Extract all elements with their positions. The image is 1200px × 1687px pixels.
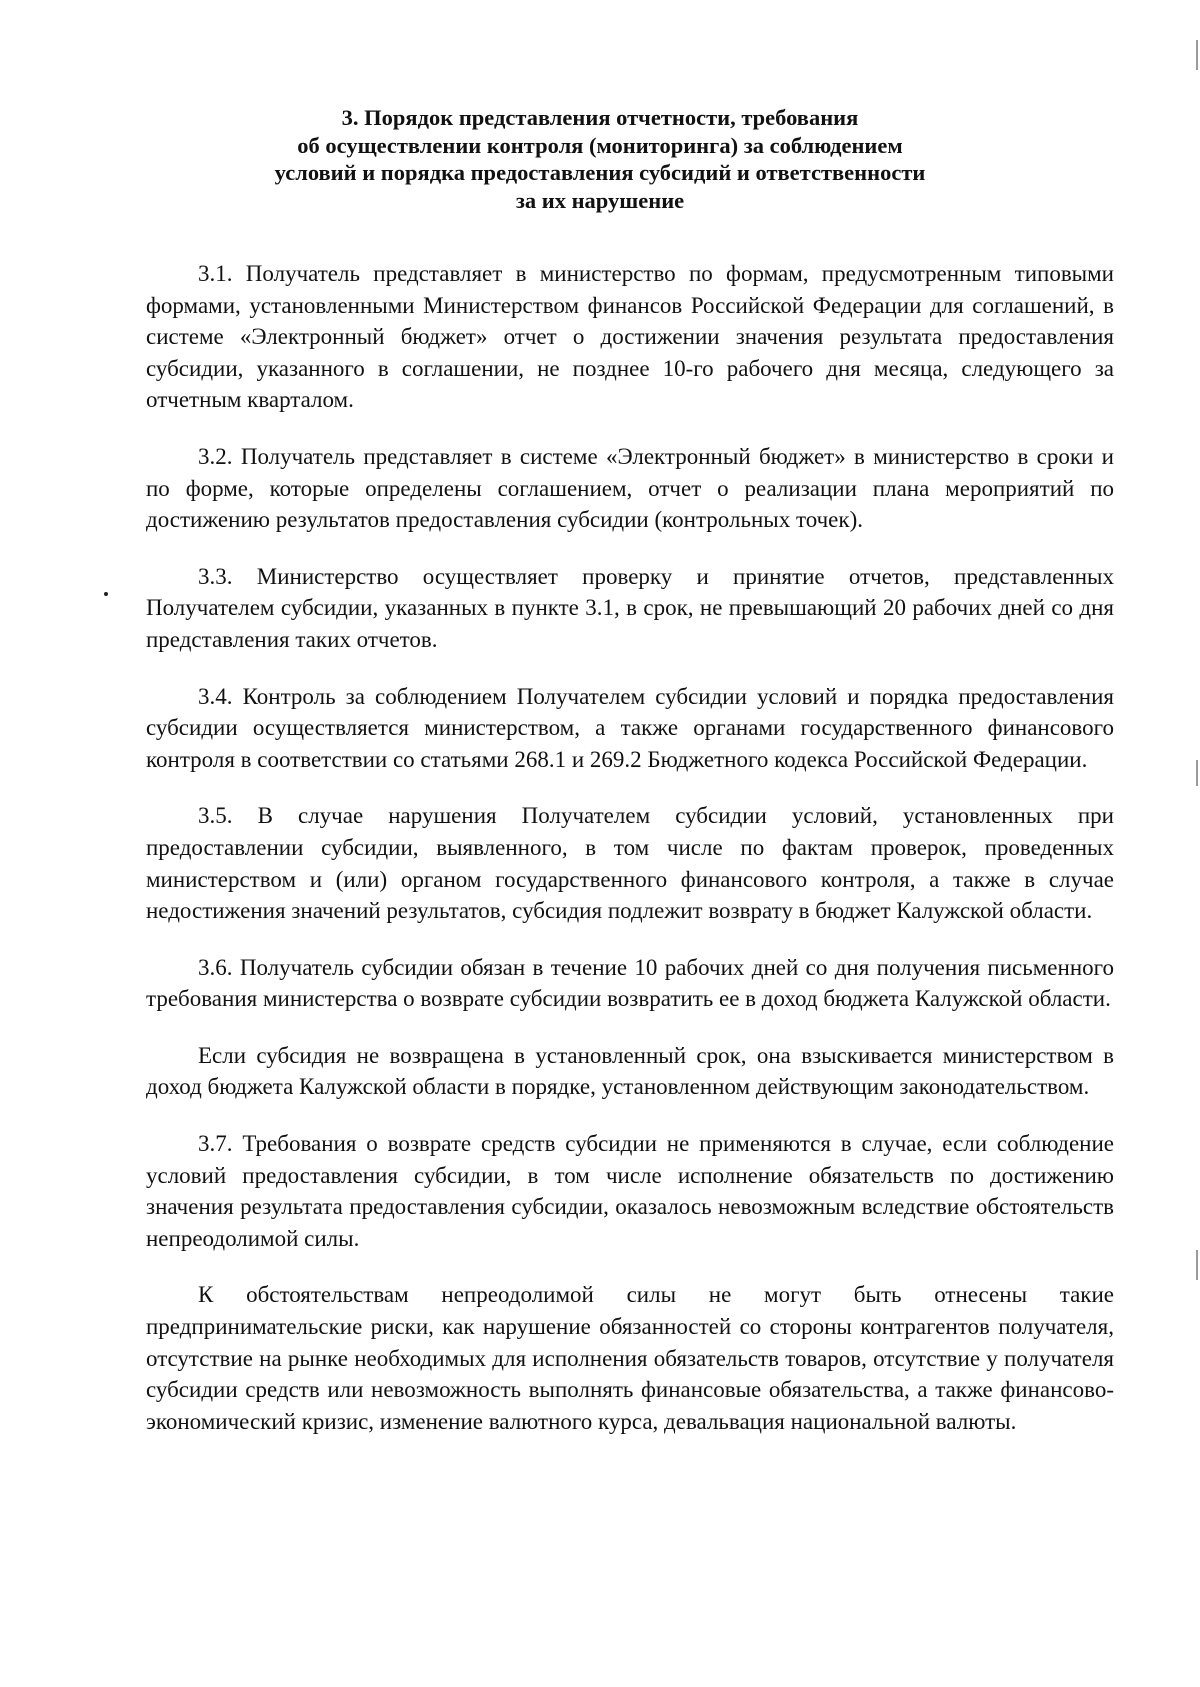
heading-line: за их нарушение [515, 187, 685, 213]
paragraph-3-3: 3.3. Министерство осуществляет проверку и принятие отчетов, представленных Получателем субсидии, указанных в пункте 3.1, в срок, не превышающий 20 рабочих дней со дня представления таких отчетов. [146, 563, 1114, 652]
scan-edge-mark [1196, 760, 1198, 786]
paragraph-3-6-continued: Если субсидия не возвращена в установленный срок, она взыскивается министерством в доход бюджета Калужской области в порядке, установленном действующим законодательством. [146, 1042, 1114, 1100]
heading-line: условий и порядка предоставления субсидий и ответственности [274, 160, 926, 185]
scan-edge-mark [1196, 40, 1198, 70]
heading-line: об осуществлении контроля (мониторинга) за соблюдением [297, 132, 903, 158]
paragraph-force-majeure: К обстоятельствам непреодолимой силы не могут быть отнесены такие предпринимательские риски, как нарушение обязанностей со стороны контрагентов получателя, отсутствие на рынке необходимых для исполнения обязательств товаров, отсутствие у получателя субсидии средств или невозможность выполнять финансовые обязательства, а также финансово-экономический кризис, изменение валютного курса, девальвация национальной валюты. [146, 1282, 1114, 1434]
scan-edge-mark [1196, 1250, 1198, 1280]
paragraph-3-5: 3.5. В случае нарушения Получателем субсидии условий, установленных при предоставлении субсидии, выявленного, в том числе по фактам проверок, проведенных министерством и (или) органом государственного финансового контроля, а также в случае недостижения значений результатов, субсидия подлежит возврату в бюджет Калужской области. [146, 803, 1114, 924]
section-heading [140, 104, 1060, 214]
paragraph-3-7: 3.7. Требования о возврате средств субсидии не применяются в случае, если соблюдение условий предоставления субсидии, в том числе исполнение обязательств по достижению значения результата предоставления субсидии, оказалось невозможным вследствие обстоятельств непреодолимой силы. [146, 1131, 1114, 1251]
paragraph-3-1: 3.1. Получатель представляет в министерство по формам, предусмотренным типовыми формами, установленными Министерством финансов Российской Федерации для соглашений, в системе «Электронный бюджет» отчет о достижении значения результата предоставления субсидии, указанного в соглашении, не позднее 10-го рабочего дня месяца, следующего за отчетным кварталом. [146, 261, 1114, 413]
paragraph-3-6: 3.6. Получатель субсидии обязан в течение 10 рабочих дней со дня получения письменного требования министерства о возврате субсидии возвратить ее в доход бюджета Калужской области. [146, 954, 1114, 1012]
document-body [146, 258, 1114, 1437]
scan-speck [104, 592, 108, 596]
paragraph-3-2: 3.2. Получатель представляет в системе «Электронный бюджет» в министерство в сроки и по форме, которые определены соглашением, отчет о реализации плана мероприятий по достижению результатов предоставления субсидии (контрольных точек). [146, 443, 1114, 533]
heading-line: 3. Порядок представления отчетности, требования [341, 105, 859, 130]
paragraph-3-4: 3.4. Контроль за соблюдением Получателем субсидии условий и порядка предоставления субсидии осуществляется министерством, а также органами государственного финансового контроля в соответствии со статьями 268.1 и 269.2 Бюджетного кодекса Российской Федерации. [146, 683, 1114, 772]
